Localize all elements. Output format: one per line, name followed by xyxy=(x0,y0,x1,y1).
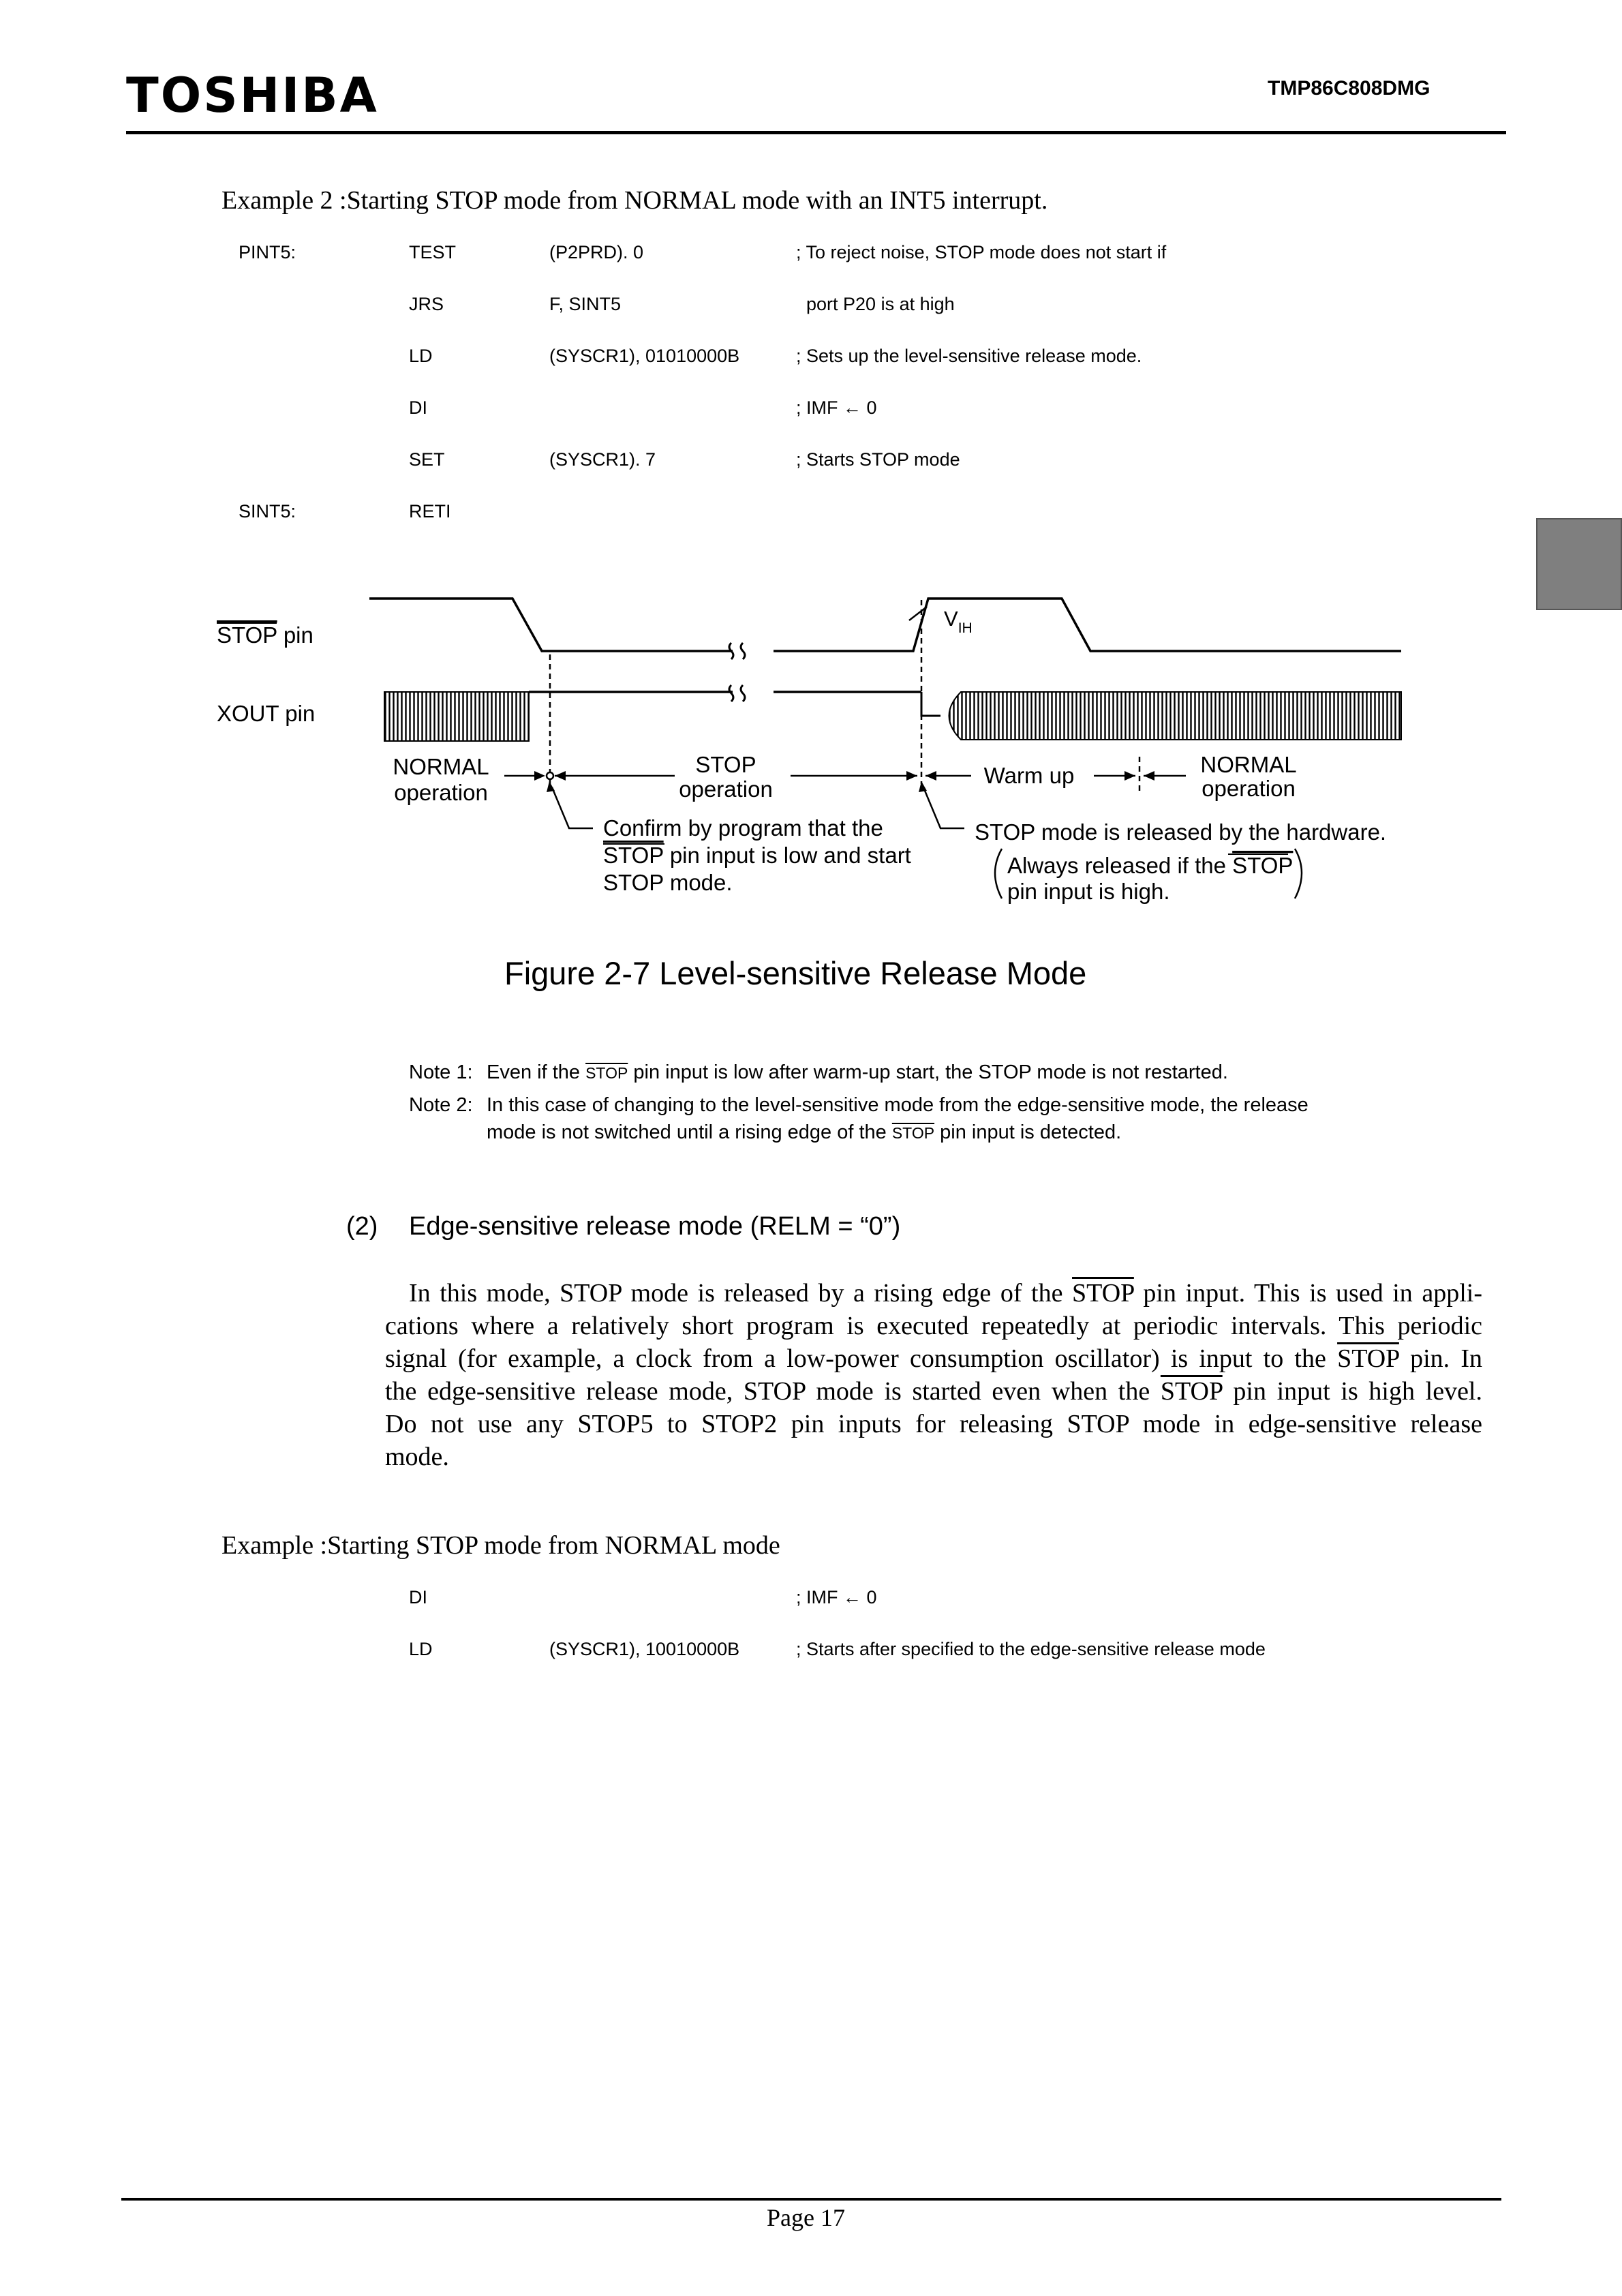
para-line: Do not use any STOP5 to STOP2 pin inputs for releasing STOP mode in edge-sensitive release xyxy=(385,1410,1482,1438)
xout-clock-right xyxy=(949,692,1402,740)
note2-line2: mode is not switched until a rising edge of the STOP pin input is detected. xyxy=(487,1121,1122,1143)
code-arg: (SYSCR1). 7 xyxy=(549,449,656,470)
arrowhead xyxy=(919,781,927,792)
section-paragraph xyxy=(385,1277,1482,1473)
normal-op-label-2: operation xyxy=(394,780,488,805)
confirm-line-1: Confirm by program that the xyxy=(603,815,883,841)
code-op: JRS xyxy=(409,294,444,314)
stop-op-label-2: operation xyxy=(679,776,773,802)
code-op: SET xyxy=(409,449,445,470)
arrowhead xyxy=(925,771,936,781)
para-line: In this mode, STOP mode is released by a rising edge of the STOP pin input. This is used in appli- xyxy=(409,1279,1482,1308)
code-op: RETI xyxy=(409,501,451,522)
arrowhead xyxy=(555,771,566,781)
xout-clock-left xyxy=(384,692,529,741)
paren-left xyxy=(995,849,1002,898)
note1-text: Even if the STOP pin input is low after warm-up start, the STOP mode is not restarted. xyxy=(487,1061,1228,1083)
code-comment: ; IMF ← 0 xyxy=(796,1587,877,1607)
note1-label: Note 1: xyxy=(409,1061,473,1083)
xout-pin-label: XOUT pin xyxy=(217,701,316,726)
arrowhead xyxy=(906,771,917,781)
code-arg: (SYSCR1), 01010000B xyxy=(549,346,740,366)
stop-waveform-right xyxy=(774,599,1401,651)
release-leader xyxy=(923,787,964,828)
break-mark-xout xyxy=(729,685,745,701)
always-line-2: pin input is high. xyxy=(1007,879,1170,904)
para-line: cations where a relatively short program is executed repeatedly at periodic intervals. This periodic xyxy=(385,1312,1482,1340)
figure-caption: Figure 2-7 Level-sensitive Release Mode xyxy=(504,955,1087,991)
code-op: DI xyxy=(409,1587,427,1607)
code-comment: port P20 is at high xyxy=(806,294,955,314)
confirm-line-3: STOP mode. xyxy=(603,870,733,895)
arrowhead xyxy=(1144,771,1154,781)
example2-title: Example 2 :Starting STOP mode from NORMAL mode with an INT5 interrupt. xyxy=(221,186,1048,215)
code-arg: (P2PRD). 0 xyxy=(549,242,644,262)
header-rule xyxy=(126,131,1506,134)
note2-line1: In this case of changing to the level-sensitive mode from the edge-sensitive mode, the release xyxy=(487,1094,1309,1116)
section-heading: (2) Edge-sensitive release mode (RELM = “0”) xyxy=(346,1212,901,1241)
stop-waveform-left xyxy=(369,599,733,651)
normal-op-right-label: NORMAL xyxy=(1200,752,1297,777)
xout-step xyxy=(921,692,940,716)
toshiba-logo: TOSHIBA xyxy=(126,67,379,123)
confirm-line-2: STOP pin input is low and start xyxy=(603,843,911,868)
code-arg: (SYSCR1), 10010000B xyxy=(549,1639,740,1659)
stop-op-label: STOP xyxy=(695,752,756,777)
arrow-node xyxy=(547,772,553,779)
timing-diagram xyxy=(204,573,1418,927)
code-op: LD xyxy=(409,346,433,366)
code-op: DI xyxy=(409,397,427,418)
example3-title: Example :Starting STOP mode from NORMAL mode xyxy=(221,1531,780,1560)
para-line: the edge-sensitive release mode, STOP mode is started even when the STOP pin input is high level. xyxy=(385,1377,1482,1406)
vih-label: $V_{IH}$ xyxy=(944,607,973,636)
section-thumb-tab xyxy=(1536,518,1622,610)
confirm-leader xyxy=(552,787,593,828)
normal-op-label: NORMAL xyxy=(393,754,489,779)
paren-right xyxy=(1295,849,1302,898)
break-mark-stop xyxy=(729,643,745,659)
para-line: signal (for example, a clock from a low-power consumption oscillator) is input to the STOP pin. In xyxy=(385,1344,1482,1373)
code-comment: ; Starts after specified to the edge-sensitive release mode xyxy=(796,1639,1266,1659)
code-label: SINT5: xyxy=(239,501,296,522)
always-line-1: Always released if the STOP xyxy=(1007,853,1294,878)
code-comment: ; Sets up the level-sensitive release mode. xyxy=(796,346,1142,366)
page-number: Page 17 xyxy=(767,2204,845,2231)
code-label: PINT5: xyxy=(239,242,296,262)
document-id: TMP86C808DMG xyxy=(1268,77,1430,100)
code-comment: ; Starts STOP mode xyxy=(796,449,960,470)
normal-op-right-label-2: operation xyxy=(1202,776,1296,801)
code-op: TEST xyxy=(409,242,457,262)
code-comment: ; To reject noise, STOP mode does not start if xyxy=(796,242,1167,262)
arrowhead xyxy=(534,771,545,781)
warm-up-label: Warm up xyxy=(983,763,1075,788)
note2-label: Note 2: xyxy=(409,1094,473,1116)
code-comment: ; IMF ← 0 xyxy=(796,397,877,418)
footer-rule xyxy=(121,2198,1501,2201)
code-arg: F, SINT5 xyxy=(549,294,622,314)
released-hw-label: STOP mode is released by the hardware. xyxy=(975,819,1387,845)
para-line: mode. xyxy=(385,1442,449,1471)
stop-pin-label: STOP pin xyxy=(217,622,313,648)
code-op: LD xyxy=(409,1639,433,1659)
arrowhead xyxy=(1124,771,1135,781)
